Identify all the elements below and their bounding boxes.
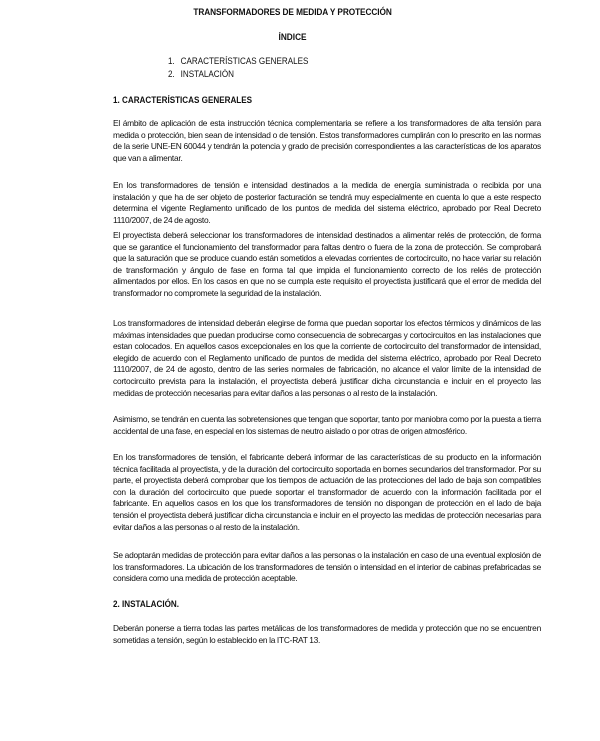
- index-item: [168, 55, 308, 68]
- section-heading-instalacion: 2. INSTALACIÓN.: [113, 599, 180, 609]
- index-title: ÍNDICE: [278, 32, 307, 42]
- paragraph: En los transformadores de tensión, el fabricante deberá informar de las características de su producto en la información técnica facilitada al proyectista, y de la duración del cortocircuito soportada en bornes secundarios del transformador. Por su parte, el proyectista deberá comprobar que los tiempos de actuación de las protecciones del lado de baja son compatibles con la duración del cortocircuito que puede soportar el transformador de acuerdo con la información facilitada por el fabricante. En aquellos casos en los que los transformadores de tensión no dispongan de protección en el lado de baja tensión el proyectista deberá justificar dicha circunstancia e incluir en el proyecto las medidas de protección necesarias para evitar daños a las personas o al resto de la instalación.: [113, 452, 541, 532]
- index-item-label: INSTALACIÓN: [180, 68, 235, 79]
- document-title: TRANSFORMADORES DE MEDIDA Y PROTECCIÓN: [193, 7, 392, 17]
- paragraph: Los transformadores de intensidad deberán elegirse de forma que puedan soportar los efectos térmicos y dinámicos de las máximas intensidades que puedan producirse como consecuencia de sobrecargas y cortocircuitos en las instalaciones que estan colocados. En aquellos casos excepcionales en los que la corriente de cortocircuito del transformador de intensidad, elegido de acuerdo con el Reglamento unificado de puntos de medida del sistema eléctrico, aprobado por Real Decreto 1110/2007, de 24 de agosto, dentro de las series normales de fabricación, no alcance el valor límite de la intensidad de cortocircuito prevista para la instalación, el proyectista deberá justificar dicha circunstancia e incluir en el proyecto las medidas de protección necesarias para evitar daños a las personas o al resto de la instalación.: [113, 318, 541, 398]
- index-item: [168, 68, 308, 81]
- index-item-number: 2.: [168, 68, 175, 79]
- paragraph: En los transformadores de tensión e intensidad destinados a la medida de energía suministrada o recibida por una instalación y que ha de ser objeto de posterior facturación se tendrá muy especialmente en cuenta lo que a este respecto determina el vigente Reglamento unificado de los puntos de medida del sistema eléctrico, aprobado por Real Decreto 1110/2007, de 24 de agosto.: [113, 180, 541, 225]
- index-item-label: CARACTERÍSTICAS GENERALES: [180, 56, 309, 66]
- paragraph: Asimismo, se tendrán en cuenta las sobretensiones que tengan que soportar, tanto por maniobra como por la puesta a tierra accidental de una fase, en especial en los sistemas de neutro aislado o por otras de origen atmosférico.: [113, 414, 541, 436]
- index-list: [168, 55, 324, 80]
- index-item-number: 1.: [168, 56, 175, 66]
- paragraph: El proyectista deberá seleccionar los transformadores de intensidad destinados a alimentar relés de protección, de forma que se garantice el funcionamiento del transformador para faltas dentro o fuera de la zona de protección. Se comprobará que la saturación que se produce cuando están sometidos a elevadas corrientes de cortocircuito, no hace variar su relación de transformación y ángulo de fase en forma tal que impida el funcionamiento correcto de los relés de protección alimentados por ellos. En los casos en que no se cumpla este requisito el proyectista justificará que el error de medida del transformador no compromete la seguridad de la instalación.: [113, 230, 541, 298]
- paragraph: El ámbito de aplicación de esta instrucción técnica complementaria se refiere a los transformadores de alta tensión para medida o protección, bien sean de intensidad o de tensión. Estos transformadores cumplirán con lo prescrito en las normas de la serie UNE-EN 60044 y tendrán la potencia y grado de precisión correspondientes a las características de los aparatos que van a alimentar.: [113, 118, 541, 163]
- section-heading-caracteristicas: 1. CARACTERÍSTICAS GENERALES: [113, 95, 253, 105]
- paragraph: Deberán ponerse a tierra todas las partes metálicas de los transformadores de medida y protección que no se encuentren sometidas a tensión, según lo establecido en la ITC-RAT 13.: [113, 623, 541, 645]
- paragraph: Se adoptarán medidas de protección para evitar daños a las personas o la instalación en caso de una eventual explosión de los transformadores. La ubicación de los transformadores de tensión o intensidad en el interior de cabinas prefabricadas se considera como una medida de protección aceptable.: [113, 550, 541, 584]
